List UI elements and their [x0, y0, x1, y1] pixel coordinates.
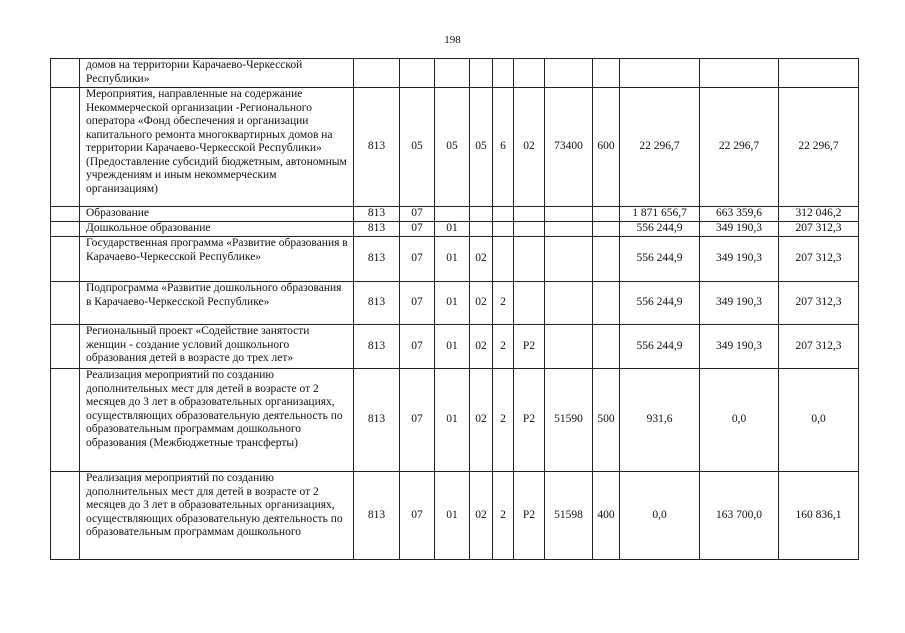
- ministry-code-cell: 813: [354, 282, 400, 325]
- subprogram-code-cell: 2: [493, 282, 514, 325]
- amount-year-3-cell: 160 836,1: [779, 472, 859, 560]
- project-code-cell: P2: [514, 325, 545, 369]
- amount-year-1-cell: 556 244,9: [620, 237, 700, 282]
- project-code-cell: [514, 222, 545, 237]
- amount-year-3-cell: 312 046,2: [779, 207, 859, 222]
- section-code-cell: [400, 59, 435, 88]
- project-code-cell: P2: [514, 369, 545, 472]
- project-code-cell: [514, 207, 545, 222]
- expense-type-cell: [593, 282, 620, 325]
- table-row: [51, 282, 859, 325]
- section-code-cell: 07: [400, 237, 435, 282]
- row-marker-cell: [51, 88, 80, 207]
- ministry-code-cell: 813: [354, 207, 400, 222]
- ministry-code-cell: 813: [354, 88, 400, 207]
- amount-year-1-cell: 556 244,9: [620, 282, 700, 325]
- amount-year-3-cell: 0,0: [779, 369, 859, 472]
- section-code-cell: 07: [400, 369, 435, 472]
- amount-year-3-cell: 22 296,7: [779, 88, 859, 207]
- amount-year-2-cell: 663 359,6: [700, 207, 779, 222]
- row-marker-cell: [51, 282, 80, 325]
- target-article-cell: [545, 282, 593, 325]
- target-article-cell: [545, 207, 593, 222]
- item-name-cell: Реализация мероприятий по созданию дополнительных мест для детей в возрасте от 2 месяцев до 3 лет в образовательных организациях, осуществляющих образовательную деятельность по образовательным программам дошкольного образования (Межбюджетные трансферты): [80, 369, 354, 472]
- expense-type-cell: [593, 237, 620, 282]
- target-article-cell: [545, 237, 593, 282]
- program-code-cell: 02: [470, 325, 493, 369]
- subprogram-code-cell: [493, 237, 514, 282]
- table-row: [51, 472, 859, 560]
- expense-type-cell: [593, 207, 620, 222]
- item-name-cell: домов на территории Карачаево-Черкесской Республики»: [80, 59, 354, 88]
- subsection-code-cell: 01: [435, 222, 470, 237]
- section-code-cell: 07: [400, 207, 435, 222]
- target-article-cell: 51598: [545, 472, 593, 560]
- amount-year-2-cell: 349 190,3: [700, 222, 779, 237]
- subsection-code-cell: 01: [435, 369, 470, 472]
- item-name-cell: Государственная программа «Развитие образования в Карачаево-Черкесской Республике»: [80, 237, 354, 282]
- program-code-cell: 02: [470, 237, 493, 282]
- target-article-cell: [545, 59, 593, 88]
- amount-year-2-cell: 0,0: [700, 369, 779, 472]
- target-article-cell: [545, 325, 593, 369]
- ministry-code-cell: 813: [354, 325, 400, 369]
- expense-type-cell: [593, 59, 620, 88]
- program-code-cell: 05: [470, 88, 493, 207]
- amount-year-1-cell: 931,6: [620, 369, 700, 472]
- program-code-cell: 02: [470, 472, 493, 560]
- subprogram-code-cell: [493, 207, 514, 222]
- program-code-cell: [470, 59, 493, 88]
- ministry-code-cell: [354, 59, 400, 88]
- row-marker-cell: [51, 369, 80, 472]
- expense-type-cell: 400: [593, 472, 620, 560]
- row-marker-cell: [51, 207, 80, 222]
- item-name-cell: Подпрограмма «Развитие дошкольного образования в Карачаево-Черкесской Республике»: [80, 282, 354, 325]
- amount-year-2-cell: [700, 59, 779, 88]
- section-code-cell: 07: [400, 325, 435, 369]
- table-row: [51, 325, 859, 369]
- budget-table: [50, 58, 859, 560]
- amount-year-2-cell: 349 190,3: [700, 237, 779, 282]
- project-code-cell: [514, 282, 545, 325]
- subprogram-code-cell: 2: [493, 325, 514, 369]
- section-code-cell: 07: [400, 222, 435, 237]
- table-row: [51, 237, 859, 282]
- item-name-cell: Реализация мероприятий по созданию дополнительных мест для детей в возрасте от 2 месяцев до 3 лет в образовательных организациях, осуществляющих образовательную деятельность по образовательным программам дошкольного: [80, 472, 354, 560]
- subsection-code-cell: 05: [435, 88, 470, 207]
- subprogram-code-cell: 2: [493, 369, 514, 472]
- amount-year-2-cell: 349 190,3: [700, 325, 779, 369]
- table-row: [51, 222, 859, 237]
- amount-year-3-cell: 207 312,3: [779, 325, 859, 369]
- section-code-cell: 07: [400, 472, 435, 560]
- section-code-cell: 07: [400, 282, 435, 325]
- ministry-code-cell: 813: [354, 472, 400, 560]
- project-code-cell: P2: [514, 472, 545, 560]
- subprogram-code-cell: [493, 222, 514, 237]
- project-code-cell: 02: [514, 88, 545, 207]
- target-article-cell: 51590: [545, 369, 593, 472]
- table-row: [51, 88, 859, 207]
- amount-year-2-cell: 349 190,3: [700, 282, 779, 325]
- amount-year-3-cell: 207 312,3: [779, 222, 859, 237]
- amount-year-2-cell: 22 296,7: [700, 88, 779, 207]
- table-row: [51, 369, 859, 472]
- amount-year-3-cell: 207 312,3: [779, 237, 859, 282]
- subsection-code-cell: 01: [435, 282, 470, 325]
- section-code-cell: 05: [400, 88, 435, 207]
- item-name-cell: Региональный проект «Содействие занятости женщин - создание условий дошкольного образования детей в возрасте до трех лет»: [80, 325, 354, 369]
- amount-year-1-cell: 556 244,9: [620, 222, 700, 237]
- amount-year-1-cell: [620, 59, 700, 88]
- table-row: [51, 207, 859, 222]
- amount-year-1-cell: 0,0: [620, 472, 700, 560]
- expense-type-cell: [593, 325, 620, 369]
- page-number: 198: [444, 34, 461, 46]
- target-article-cell: 73400: [545, 88, 593, 207]
- amount-year-1-cell: 556 244,9: [620, 325, 700, 369]
- ministry-code-cell: 813: [354, 369, 400, 472]
- amount-year-1-cell: 22 296,7: [620, 88, 700, 207]
- item-name-cell: Мероприятия, направленные на содержание Некоммерческой организации -Регионального оператора «Фонд обеспечения и организации капитального ремонта многоквартирных домов на территории Карачаево-Черкесской Республики» (Предоставление субсидий бюджетным, автономным учреждениям и иным некоммерческим организациям): [80, 88, 354, 207]
- subsection-code-cell: [435, 207, 470, 222]
- expense-type-cell: 600: [593, 88, 620, 207]
- item-name-cell: Образование: [80, 207, 354, 222]
- table-row: [51, 59, 859, 88]
- expense-type-cell: [593, 222, 620, 237]
- subsection-code-cell: 01: [435, 325, 470, 369]
- program-code-cell: 02: [470, 369, 493, 472]
- ministry-code-cell: 813: [354, 237, 400, 282]
- row-marker-cell: [51, 59, 80, 88]
- project-code-cell: [514, 59, 545, 88]
- expense-type-cell: 500: [593, 369, 620, 472]
- amount-year-2-cell: 163 700,0: [700, 472, 779, 560]
- row-marker-cell: [51, 325, 80, 369]
- program-code-cell: [470, 222, 493, 237]
- item-name-cell: Дошкольное образование: [80, 222, 354, 237]
- amount-year-3-cell: [779, 59, 859, 88]
- target-article-cell: [545, 222, 593, 237]
- subsection-code-cell: [435, 59, 470, 88]
- row-marker-cell: [51, 472, 80, 560]
- program-code-cell: [470, 207, 493, 222]
- subsection-code-cell: 01: [435, 472, 470, 560]
- amount-year-1-cell: 1 871 656,7: [620, 207, 700, 222]
- subprogram-code-cell: [493, 59, 514, 88]
- row-marker-cell: [51, 237, 80, 282]
- subprogram-code-cell: 6: [493, 88, 514, 207]
- amount-year-3-cell: 207 312,3: [779, 282, 859, 325]
- subprogram-code-cell: 2: [493, 472, 514, 560]
- subsection-code-cell: 01: [435, 237, 470, 282]
- project-code-cell: [514, 237, 545, 282]
- program-code-cell: 02: [470, 282, 493, 325]
- ministry-code-cell: 813: [354, 222, 400, 237]
- row-marker-cell: [51, 222, 80, 237]
